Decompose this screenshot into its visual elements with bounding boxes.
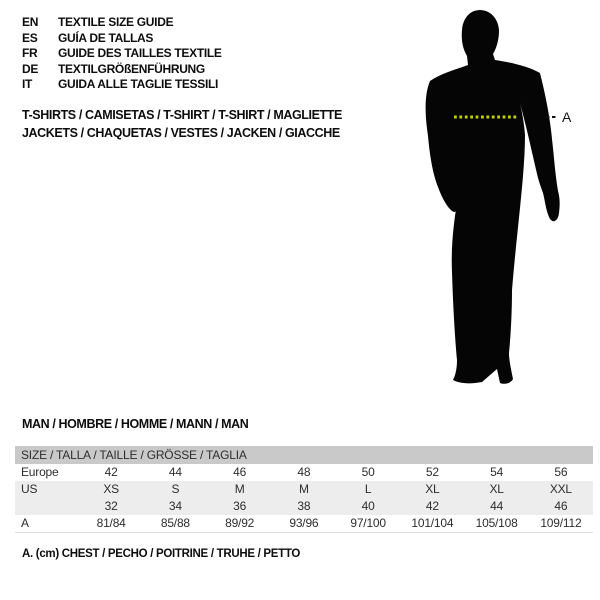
table-cell: M: [234, 482, 245, 496]
language-label: TEXTILE SIZE GUIDE: [58, 15, 174, 29]
table-cell: 40: [361, 499, 375, 513]
section-title-man: MAN / HOMBRE / HOMME / MANN / MAN: [22, 417, 249, 431]
language-code: EN: [22, 15, 39, 29]
table-cell: 46: [233, 465, 247, 479]
man-silhouette: [426, 10, 560, 384]
table-cell: 42: [104, 465, 118, 479]
category-line-jackets: JACKETS / CHAQUETAS / VESTES / JACKEN / GIACCHE: [22, 126, 340, 140]
table-row-europe: [15, 464, 593, 481]
category-line-tshirts: T-SHIRTS / CAMISETAS / T-SHIRT / T-SHIRT / MAGLIETTE: [22, 108, 342, 122]
man-silhouette-figure: [403, 2, 578, 392]
table-cell: L: [364, 482, 372, 496]
table-cell: 54: [490, 465, 504, 479]
table-row-us-numbers: [15, 498, 593, 515]
size-table-header: SIZE / TALLA / TAILLE / GRÖSSE / TAGLIA: [15, 446, 593, 464]
language-code: DE: [22, 61, 39, 76]
table-cell: 36: [233, 499, 247, 513]
table-cell: 32: [104, 499, 118, 513]
size-table: [15, 446, 593, 533]
row-label: A: [21, 516, 29, 530]
row-label: [15, 498, 79, 515]
table-cell: M: [298, 482, 309, 496]
table-cell: XL: [425, 482, 440, 496]
garment-categories: [22, 106, 342, 142]
table-cell: XS: [103, 482, 119, 496]
language-code: IT: [22, 77, 33, 91]
row-label: Europe: [21, 465, 59, 479]
table-cell: 50: [361, 465, 375, 479]
table-cell: 38: [297, 499, 311, 513]
language-label: GUÍA DE TALLAS: [58, 30, 154, 45]
table-cell: 105/108: [475, 516, 518, 530]
row-label: US: [21, 482, 38, 496]
table-cell: 52: [425, 465, 439, 479]
table-cell: 97/100: [350, 516, 386, 530]
table-cell: 93/96: [289, 516, 319, 530]
language-label: GUIDA ALLE TAGLIE TESSILI: [58, 77, 219, 91]
table-cell: XXL: [549, 482, 572, 496]
table-cell: 42: [425, 499, 439, 513]
table-cell: 34: [168, 499, 182, 513]
table-cell: 85/88: [160, 516, 190, 530]
table-cell: S: [171, 482, 180, 496]
table-cell: 101/104: [411, 516, 454, 530]
table-row-us-letters: [15, 481, 593, 498]
table-cell: 44: [168, 465, 182, 479]
language-label: GUIDE DES TAILLES TEXTILE: [58, 46, 222, 60]
table-cell: XL: [489, 482, 504, 496]
language-label: TEXTILGRÖßENFÜHRUNG: [58, 61, 205, 76]
language-list: [22, 15, 222, 93]
measurement-label-a: A: [562, 109, 572, 125]
language-code: ES: [22, 30, 38, 45]
table-cell: 81/84: [96, 516, 126, 530]
chest-measure-footnote: A. (cm) CHEST / PECHO / POITRINE / TRUHE / PETTO: [22, 548, 301, 560]
table-cell: 48: [297, 465, 311, 479]
table-cell: 46: [554, 499, 568, 513]
table-cell: 44: [490, 499, 504, 513]
man-silhouette-svg: [403, 2, 578, 392]
table-row-chest-a: [15, 515, 593, 532]
language-code: FR: [22, 46, 38, 60]
table-cell: 89/92: [225, 516, 255, 530]
table-cell: 56: [554, 465, 568, 479]
table-cell: 109/112: [540, 516, 582, 530]
